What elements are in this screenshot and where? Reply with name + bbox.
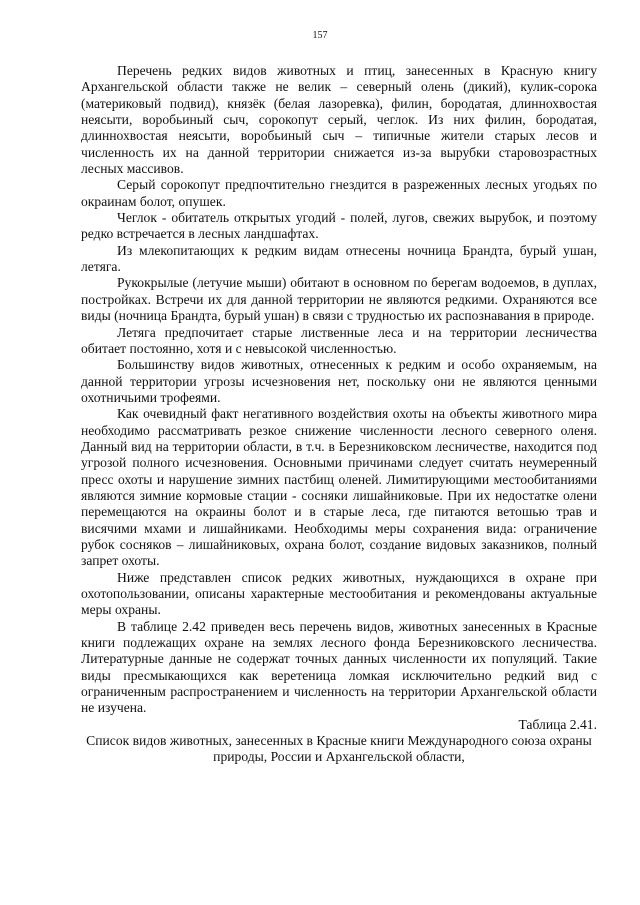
paragraph: Серый сорокопут предпочтительно гнездится в разреженных лесных угодьях по окраинам болот, опушек. [81, 177, 597, 209]
body-text [81, 63, 597, 766]
paragraph: Перечень редких видов животных и птиц, занесенных в Красную книгу Архангельской области также не велик – северный олень (дикий), кулик-сорока (материковый подвид), князёк (белая лазоревка), филин, бородатая, длиннохвостая неясыти, воробьиный сыч, сорокопут серый, чеглок. Из них филин, бородатая, длиннохвостая неясыти, воробьиный сыч – типичные жители старых лесов и численность их на данной территории снижается из-за вырубки старовозрастных лесных массивов. [81, 63, 597, 177]
paragraph: Рукокрылые (летучие мыши) обитают в основном по берегам водоемов, в дуплах, постройках. Встречи их для данной территории не являются редкими. Охраняются все виды (ночница Брандта, бурый ушан) в связи с трудностью их распознавания в природе. [81, 275, 597, 324]
paragraph: Большинству видов животных, отнесенных к редким и особо охраняемым, на данной территории угрозы исчезновения нет, поскольку они не являются ценными охотничьими трофеями. [81, 357, 597, 405]
paragraph: Ниже представлен список редких животных, нуждающихся в охране при охотопользовании, описаны характерные местообитания и рекомендованы актуальные меры охраны. [81, 569, 597, 618]
table-caption: Список видов животных, занесенных в Красные книги Международного союза охраны природы, России и Архангельской области, [86, 733, 592, 765]
paragraph: Чеглок - обитатель открытых угодий - полей, лугов, свежих вырубок, и поэтому редко встречается в лесных ландшафтах. [81, 210, 597, 242]
table-label: Таблица 2.41. [518, 716, 597, 732]
paragraph: Летяга предпочитает старые лиственные леса и на территории лесничества обитает постоянно, хотя и с невысокой численностью. [81, 324, 597, 356]
paragraph: Как очевидный факт негативного воздействия охоты на объекты животного мира необходимо рассматривать резкое снижение численности лесного северного оленя. Данный вид на территории области, в т.ч. в Березниковском лесничестве, находится под угрозой полного исчезновения. Основными причинами следует считать неумеренный пресс охоты и нарушение зимних пастбищ оленей. Лимитирующими местообитаниями являются зимние кормовые стации - сосняки лишайниковые. При их недостатке олени перемещаются на окраины болот и в старые леса, где питаются ветошью трав и висячими мхами и лишайниками. Необходимы меры сохранения вида: ограничение рубок сосняков – лишайниковых, охрана болот, создание видовых заказников, полный запрет охоты. [81, 406, 597, 569]
page-number: 157 [312, 30, 328, 41]
paragraph: Из млекопитающих к редким видам отнесены ночница Брандта, бурый ушан, летяга. [81, 242, 597, 275]
paragraph: В таблице 2.42 приведен весь перечень видов, животных занесенных в Красные книги подлежащих охране на землях лесного фонда Березниковского лесничества. Литературные данные не содержат точных данных численности их популяций. Такие виды пресмыкающихся как веретеница ломкая исключительно редкий вид с ограниченным распространением и численность на территории Архангельской области не изучена. [81, 618, 597, 716]
